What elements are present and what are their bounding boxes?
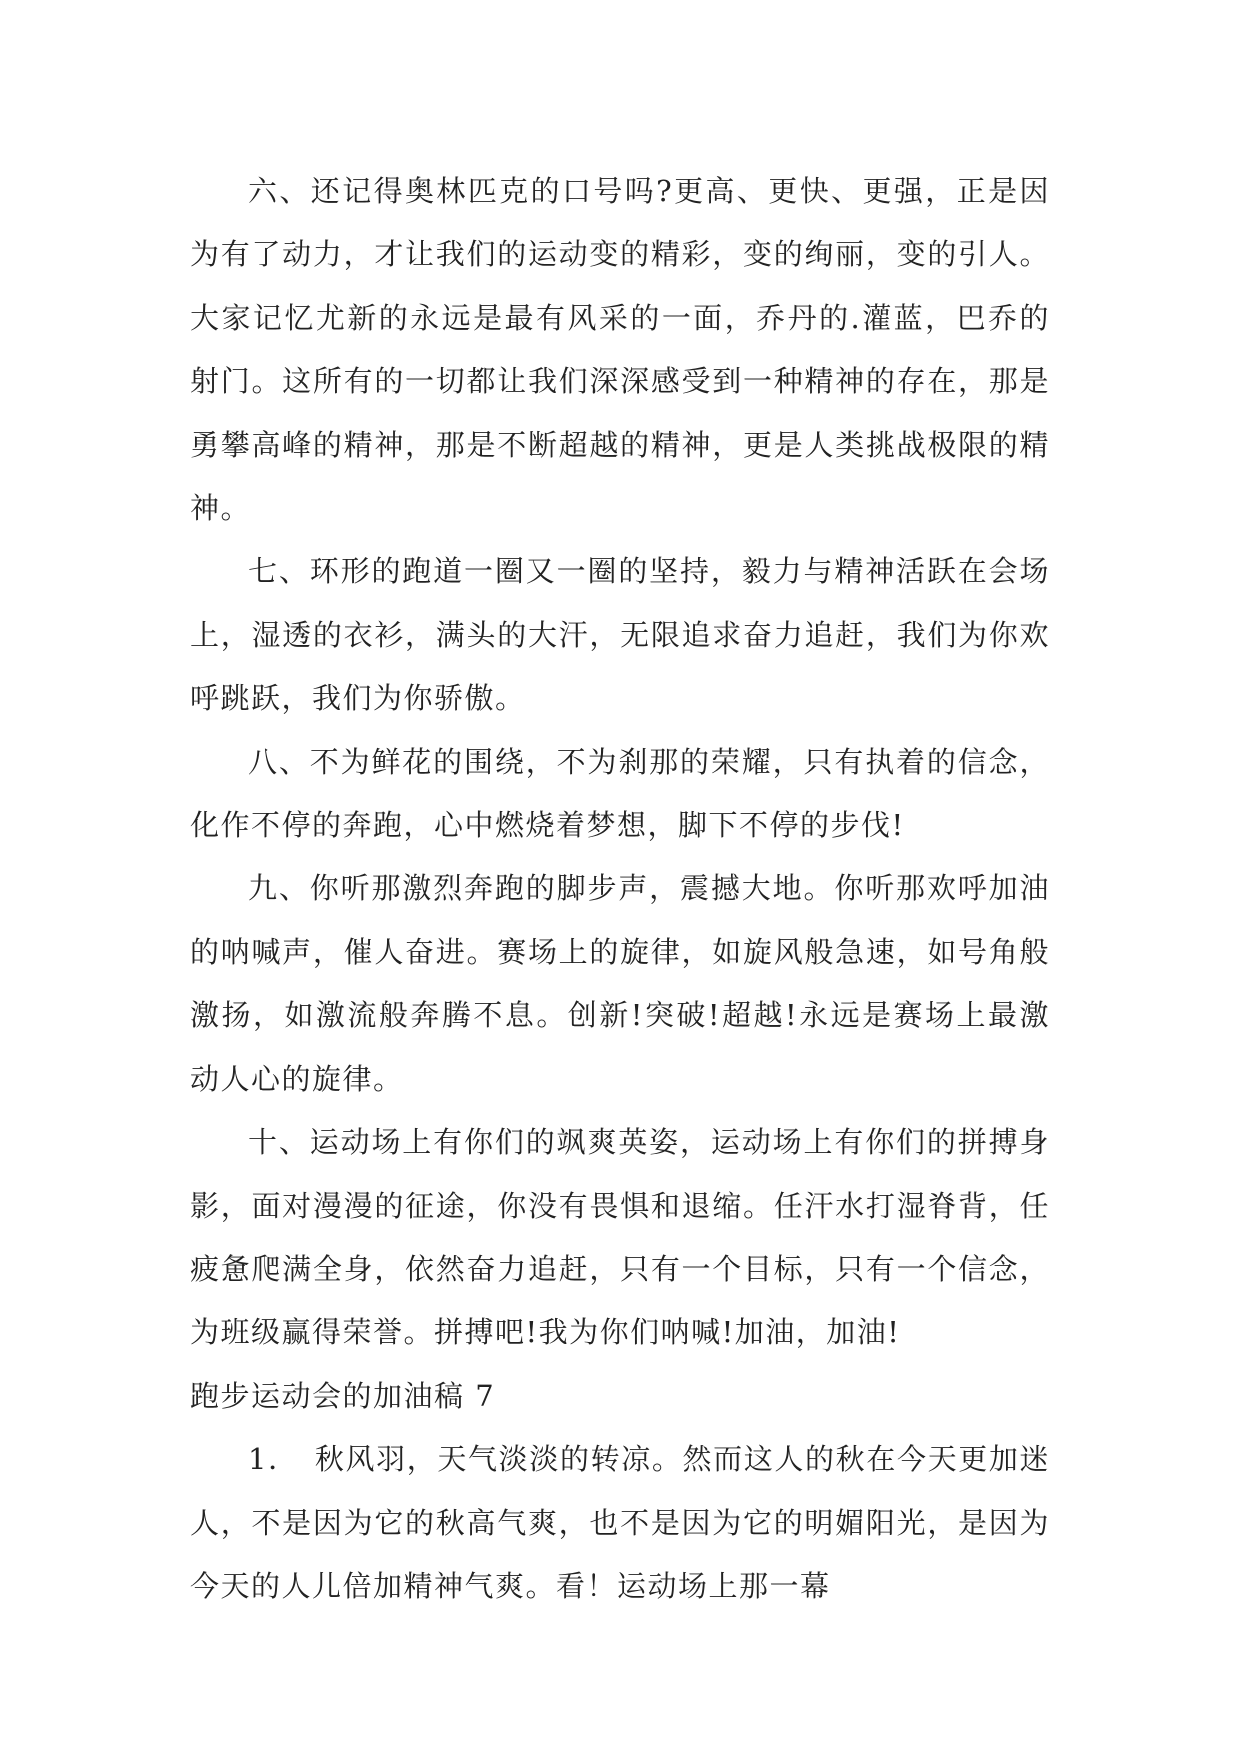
section-heading: 跑步运动会的加油稿 7 bbox=[190, 1378, 496, 1413]
paragraph-10: 十、运动场上有你们的飒爽英姿，运动场上有你们的拼搏身影，面对漫漫的征途，你没有畏惧和退缩。任汗水打湿脊背，任疲惫爬满全身，依然奋力追赶，只有一个目标，只有一个信念，为班级赢得荣誉。拼搏吧!我为你们呐喊!加油，加油! bbox=[190, 1125, 1050, 1350]
paragraph-9: 九、你听那激烈奔跑的脚步声，震撼大地。你听那欢呼加油的呐喊声，催人奋进。赛场上的旋律，如旋风般急速，如号角般激扬，如激流般奔腾不息。创新!突破!超越!永远是赛场上最激动人心的旋律。 bbox=[190, 871, 1050, 1096]
paragraph-8: 八、不为鲜花的围绕，不为刹那的荣耀，只有执着的信念，化作不停的奔跑，心中燃烧着梦想，脚下不停的步伐! bbox=[190, 744, 1050, 843]
paragraph-1: 1． 秋风羽，天气淡淡的转凉。然而这人的秋在今天更加迷人，不是因为它的秋高气爽，也不是因为它的明媚阳光，是因为今天的人儿倍加精神气爽。看！运动场上那一幕 bbox=[190, 1442, 1050, 1603]
paragraph-7: 七、环形的跑道一圈又一圈的坚持，毅力与精神活跃在会场上，湿透的衣衫，满头的大汗，无限追求奋力追赶，我们为你欢呼跳跃，我们为你骄傲。 bbox=[190, 554, 1050, 716]
document-page bbox=[190, 160, 1050, 1618]
paragraph-6: 六、还记得奥林匹克的口号吗?更高、更快、更强，正是因为有了动力，才让我们的运动变的精彩，变的绚丽，变的引人。大家记忆尤新的永远是最有风采的一面，乔丹的.灌蓝，巴乔的射门。这所有的一切都让我们深深感受到一种精神的存在，那是勇攀高峰的精神，那是不断超越的精神，更是人类挑战极限的精神。 bbox=[190, 174, 1050, 526]
